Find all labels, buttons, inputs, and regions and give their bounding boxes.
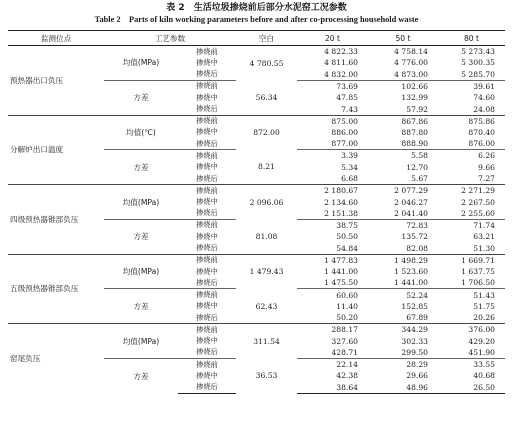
value-80t: 875.86 bbox=[438, 115, 505, 127]
value-50t: 152.85 bbox=[401, 301, 428, 311]
stage-label: 掺烧中 bbox=[196, 162, 218, 172]
value-80t: 2 267.50 bbox=[461, 197, 495, 207]
blank-value: 872.00 bbox=[236, 115, 297, 150]
table-row bbox=[8, 185, 505, 197]
parameter-label: 方差 bbox=[104, 359, 178, 394]
value-20t: 73.69 bbox=[297, 80, 368, 92]
value-20t: 11.40 bbox=[336, 301, 358, 311]
header-blank: 空白 bbox=[236, 31, 297, 46]
value-80t: 40.68 bbox=[473, 371, 495, 381]
value-50t: 1 441.00 bbox=[394, 278, 428, 288]
value-20t: 54.84 bbox=[336, 243, 358, 253]
stage-label: 掺烧前 bbox=[178, 115, 236, 127]
value-80t: 71.74 bbox=[438, 219, 505, 231]
value-80t: 2 271.29 bbox=[438, 185, 505, 197]
blank-value: 2 096.06 bbox=[236, 185, 297, 220]
value-80t: 876.00 bbox=[468, 139, 495, 149]
value-50t: 28.29 bbox=[368, 359, 438, 371]
table-body bbox=[8, 46, 505, 394]
blank-value: 8.21 bbox=[258, 162, 275, 172]
stage-label: 掺烧后 bbox=[196, 173, 218, 183]
value-80t: 1 669.71 bbox=[438, 254, 505, 266]
stage-label: 掺烧中 bbox=[196, 336, 218, 346]
value-50t: 867.86 bbox=[368, 115, 438, 127]
value-50t: 5.67 bbox=[411, 174, 428, 184]
stage-label: 掺烧后 bbox=[178, 382, 236, 394]
table-row bbox=[8, 324, 505, 336]
stage-label: 掺烧前 bbox=[178, 254, 236, 266]
stage-label: 掺烧后 bbox=[196, 277, 218, 287]
value-50t: 135.72 bbox=[401, 232, 428, 242]
header-80t: 80 t bbox=[438, 31, 505, 46]
blank-value: 4 780.55 bbox=[236, 46, 297, 81]
stage-label: 掺烧前 bbox=[178, 185, 236, 197]
value-50t: 5.58 bbox=[368, 150, 438, 162]
value-80t: 63.21 bbox=[473, 232, 495, 242]
value-80t: 26.50 bbox=[438, 382, 505, 394]
stage-label: 掺烧中 bbox=[196, 301, 218, 311]
stage-label: 掺烧前 bbox=[178, 46, 236, 58]
header-row bbox=[8, 31, 505, 46]
value-20t: 60.60 bbox=[297, 289, 368, 301]
value-20t: 4 811.60 bbox=[324, 58, 358, 68]
value-20t: 38.64 bbox=[297, 382, 368, 394]
value-50t: 48.96 bbox=[368, 382, 438, 394]
value-50t: 82.08 bbox=[406, 243, 428, 253]
value-50t: 888.90 bbox=[401, 139, 428, 149]
stage-label: 掺烧后 bbox=[196, 347, 218, 357]
location-label: 窑尾负压 bbox=[8, 324, 104, 394]
stage-label: 掺烧中 bbox=[196, 197, 218, 207]
value-20t: 5.34 bbox=[341, 162, 358, 172]
value-50t: 52.24 bbox=[368, 289, 438, 301]
value-80t: 870.40 bbox=[468, 127, 495, 137]
value-50t: 2 077.29 bbox=[368, 185, 438, 197]
value-50t: 72.83 bbox=[368, 219, 438, 231]
stage-label: 掺烧中 bbox=[196, 370, 218, 380]
stage-label: 掺烧后 bbox=[196, 138, 218, 148]
value-50t: 1 523.60 bbox=[394, 267, 428, 277]
value-20t: 47.85 bbox=[336, 93, 358, 103]
stage-label: 掺烧中 bbox=[196, 266, 218, 276]
value-20t: 42.38 bbox=[336, 371, 358, 381]
stage-label: 掺烧后 bbox=[196, 104, 218, 114]
value-50t: 2 041.40 bbox=[394, 208, 428, 218]
value-80t: 6.26 bbox=[438, 150, 505, 162]
location-label: 预热器出口负压 bbox=[8, 46, 104, 116]
stage-label: 掺烧中 bbox=[196, 127, 218, 137]
blank-value: 311.54 bbox=[236, 324, 297, 359]
value-20t: 4 832.00 bbox=[324, 69, 358, 79]
header-location: 监测位点 bbox=[8, 31, 104, 46]
value-80t: 51.30 bbox=[473, 243, 495, 253]
parameter-label: 方差 bbox=[104, 289, 178, 324]
stage-label: 掺烧后 bbox=[196, 208, 218, 218]
value-20t: 877.00 bbox=[331, 139, 358, 149]
blank-value: 36.53 bbox=[255, 371, 278, 381]
value-20t: 4 822.33 bbox=[297, 46, 368, 58]
blank-value: 81.08 bbox=[255, 232, 278, 242]
stage-label: 掺烧前 bbox=[178, 219, 236, 231]
value-80t: 5 285.70 bbox=[461, 69, 495, 79]
value-20t: 7.43 bbox=[341, 104, 358, 114]
value-50t: 2 046.27 bbox=[394, 197, 428, 207]
location-label: 分解炉出口温度 bbox=[8, 115, 104, 185]
header-parameter: 工艺参数 bbox=[104, 31, 236, 46]
value-50t: 102.66 bbox=[368, 80, 438, 92]
blank-value: 56.34 bbox=[255, 92, 278, 102]
value-50t: 132.99 bbox=[401, 93, 428, 103]
value-20t: 1 475.50 bbox=[324, 278, 358, 288]
kiln-parameters-table bbox=[8, 30, 505, 394]
value-20t: 327.60 bbox=[331, 336, 358, 346]
header-20t: 20 t bbox=[297, 31, 368, 46]
stage-label: 掺烧前 bbox=[178, 289, 236, 301]
parameter-label: 方差 bbox=[104, 150, 178, 185]
blank-value: 62.43 bbox=[255, 301, 278, 311]
value-80t: 429.20 bbox=[468, 336, 495, 346]
value-20t: 3.39 bbox=[297, 150, 368, 162]
value-80t: 5 273.43 bbox=[438, 46, 505, 58]
value-80t: 451.90 bbox=[468, 347, 495, 357]
stage-label: 掺烧中 bbox=[196, 57, 218, 67]
value-80t: 39.61 bbox=[438, 80, 505, 92]
value-50t: 12.70 bbox=[406, 162, 428, 172]
stage-label: 掺烧后 bbox=[196, 69, 218, 79]
value-50t: 29.66 bbox=[406, 371, 428, 381]
value-80t: 9.66 bbox=[478, 162, 495, 172]
value-80t: 20.26 bbox=[473, 313, 495, 323]
value-50t: 67.89 bbox=[406, 313, 428, 323]
value-50t: 302.33 bbox=[401, 336, 428, 346]
location-label: 四级预热器锥部负压 bbox=[8, 185, 104, 255]
stage-label: 掺烧前 bbox=[178, 359, 236, 371]
value-50t: 4 776.00 bbox=[394, 58, 428, 68]
header-50t: 50 t bbox=[368, 31, 438, 46]
value-80t: 2 255.60 bbox=[461, 208, 495, 218]
value-20t: 50.20 bbox=[336, 313, 358, 323]
stage-label: 掺烧后 bbox=[196, 243, 218, 253]
parameter-label: 均值(℃) bbox=[104, 115, 178, 150]
value-80t: 7.27 bbox=[478, 174, 495, 184]
value-20t: 1 441.00 bbox=[324, 267, 358, 277]
location-label: 五级预热器锥部负压 bbox=[8, 254, 104, 324]
value-80t: 74.60 bbox=[473, 93, 495, 103]
value-20t: 50.50 bbox=[336, 232, 358, 242]
value-20t: 2 180.67 bbox=[297, 185, 368, 197]
table-row bbox=[8, 254, 505, 266]
table-caption-en: Table 2 Parts of kiln working parameters before and after co-processing household waste bbox=[94, 15, 419, 24]
value-20t: 2 151.38 bbox=[324, 208, 358, 218]
value-80t: 1 706.50 bbox=[461, 278, 495, 288]
value-80t: 5 300.35 bbox=[461, 58, 495, 68]
value-20t: 2 134.60 bbox=[324, 197, 358, 207]
stage-label: 掺烧前 bbox=[178, 150, 236, 162]
parameter-label: 均值(MPa) bbox=[104, 324, 178, 359]
value-50t: 887.80 bbox=[401, 127, 428, 137]
table-row bbox=[8, 115, 505, 127]
stage-label: 掺烧前 bbox=[178, 80, 236, 92]
table-caption-cn: 表 2 生活垃圾掺烧前后部分水泥窑工况参数 bbox=[166, 3, 347, 13]
value-80t: 376.00 bbox=[438, 324, 505, 336]
blank-value: 1 479.43 bbox=[236, 254, 297, 289]
value-80t: 51.75 bbox=[473, 301, 495, 311]
parameter-label: 均值(MPa) bbox=[104, 46, 178, 81]
value-50t: 4 873.00 bbox=[394, 69, 428, 79]
value-50t: 299.50 bbox=[401, 347, 428, 357]
value-80t: 51.43 bbox=[438, 289, 505, 301]
value-20t: 1 477.83 bbox=[297, 254, 368, 266]
value-20t: 38.75 bbox=[297, 219, 368, 231]
stage-label: 掺烧中 bbox=[196, 231, 218, 241]
parameter-label: 均值(MPa) bbox=[104, 254, 178, 289]
value-20t: 886.00 bbox=[331, 127, 358, 137]
value-20t: 288.17 bbox=[297, 324, 368, 336]
parameter-label: 方差 bbox=[104, 80, 178, 115]
value-80t: 24.08 bbox=[473, 104, 495, 114]
parameter-label: 方差 bbox=[104, 219, 178, 254]
stage-label: 掺烧后 bbox=[196, 312, 218, 322]
value-50t: 4 758.14 bbox=[368, 46, 438, 58]
value-50t: 344.29 bbox=[368, 324, 438, 336]
value-20t: 22.14 bbox=[297, 359, 368, 371]
table-row bbox=[8, 46, 505, 58]
value-80t: 1 637.75 bbox=[461, 267, 495, 277]
stage-label: 掺烧中 bbox=[196, 92, 218, 102]
value-50t: 57.92 bbox=[406, 104, 428, 114]
value-50t: 1 498.29 bbox=[368, 254, 438, 266]
value-80t: 33.55 bbox=[438, 359, 505, 371]
parameter-label: 均值(MPa) bbox=[104, 185, 178, 220]
value-20t: 6.68 bbox=[341, 174, 358, 184]
value-20t: 428.71 bbox=[331, 347, 358, 357]
stage-label: 掺烧前 bbox=[178, 324, 236, 336]
value-20t: 875.00 bbox=[297, 115, 368, 127]
